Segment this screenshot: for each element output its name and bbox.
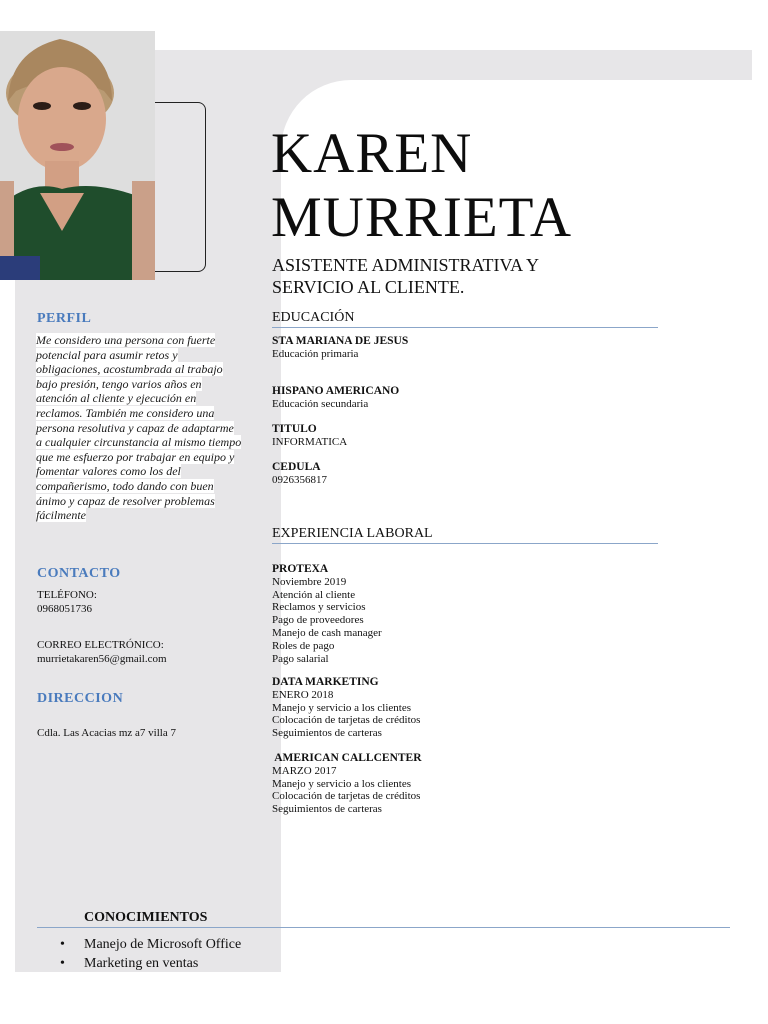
job-entry [272,563,382,665]
email-block [37,638,167,666]
job-date: Noviembre 2019 [272,575,347,588]
education-rule [272,327,658,328]
profile-text [36,333,242,523]
education-item-title: HISPANO AMERICANO [272,385,400,397]
job-company: PROTEXA [272,563,329,575]
job-task: Pago salarial [272,652,329,665]
job-title-line-1: ASISTENTE ADMINISTRATIVA Y [272,255,540,275]
knowledge-item: • Manejo de Microsoft Office [60,936,241,955]
job-task: Pago de proveedores [272,614,364,627]
header-band [155,50,752,80]
knowledge-list [60,936,241,973]
job-company: DATA MARKETING [272,676,379,688]
education-item-detail: INFORMATICA [272,435,348,448]
education-heading: EDUCACIÓN [272,310,355,325]
candidate-name [271,122,572,250]
phone-value: 0968051736 [37,603,92,615]
job-date: ENERO 2018 [272,688,334,701]
education-item-title: TITULO [272,423,317,435]
profile-heading: PERFIL [37,311,92,326]
job-company: AMERICAN CALLCENTER [272,752,422,764]
job-entry [272,752,422,816]
knowledge-item: • Marketing en ventas [60,955,241,974]
education-item [272,423,347,449]
address-value: Cdla. Las Acacias mz a7 villa 7 [37,727,176,739]
first-name: KAREN [271,122,473,185]
job-task: Colocación de tarjetas de créditos [272,714,421,727]
job-entry [272,676,420,740]
address-heading: DIRECCION [37,691,124,706]
email-value: murrietakaren56@gmail.com [37,653,167,665]
email-label: CORREO ELECTRÓNICO: [37,639,164,651]
profile-photo [0,31,155,280]
phone-label: TELÉFONO: [37,589,97,601]
job-task: Manejo y servicio a los clientes [272,777,411,790]
experience-rule [272,543,658,544]
job-task: Colocación de tarjetas de créditos [272,790,421,803]
job-task: Roles de pago [272,639,335,652]
job-date: MARZO 2017 [272,764,337,777]
job-task: Manejo de cash manager [272,626,382,639]
knowledge-heading: CONOCIMIENTOS [84,910,208,925]
job-title [272,254,539,298]
education-item-detail: Educación secundaria [272,397,369,410]
education-item [272,461,327,487]
phone-block [37,588,97,616]
job-task: Manejo y servicio a los clientes [272,701,411,714]
education-item-title: STA MARIANA DE JESUS [272,335,409,347]
photo-frame-decoration [150,102,206,272]
job-task: Seguimientos de carteras [272,727,382,740]
job-title-line-2: SERVICIO AL CLIENTE. [272,277,465,297]
education-item-title: CEDULA [272,461,321,473]
education-item [272,335,408,361]
knowledge-rule [37,927,730,928]
job-task: Seguimientos de carteras [272,803,382,816]
education-item-detail: Educación primaria [272,347,359,360]
experience-heading: EXPERIENCIA LABORAL [272,526,433,541]
job-task: Atención al cliente [272,588,356,601]
education-item [272,385,399,411]
profile-paragraph: Me considero una persona con fuerte potencial para asumir retos y obligaciones, acostumbrada al trabajo bajo presión, tengo varios años en atención al cliente y ejecución en reclamos. También me considero una persona resolutiva y capaz de adaptarme a cualquier circunstancia al mismo tiempo que me esfuerzo por trabajar en equipo y fomentar valores como los del compañerismo, todo dando con buen ánimo y capaz de resolver problemas fácilmente [36,333,242,523]
last-name: MURRIETA [271,186,573,249]
education-item-detail: 0926356817 [272,473,327,486]
contact-heading: CONTACTO [37,566,121,581]
job-task: Reclamos y servicios [272,601,366,614]
